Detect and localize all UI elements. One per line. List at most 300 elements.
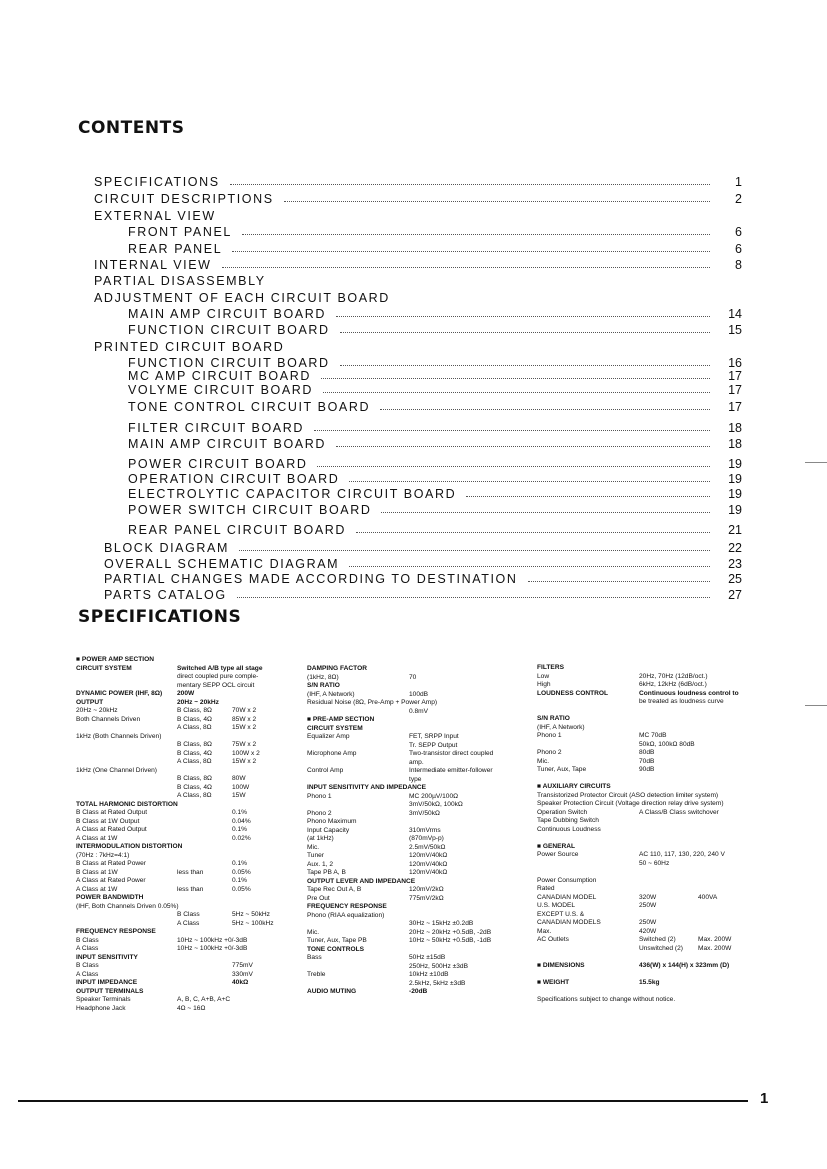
spec-cell: POWER BANDWIDTH (76, 894, 144, 901)
spec-row (303, 810, 523, 819)
contents-heading: CONTENTS (78, 118, 185, 138)
spec-row (533, 732, 758, 741)
spec-row (72, 920, 292, 929)
spec-cell: 0.05% (232, 868, 251, 876)
spec-cell: Phono 1 (307, 792, 332, 800)
spec-cell: CANADIAN MODEL (537, 893, 597, 901)
spec-row (303, 937, 523, 946)
spec-cell: 250Hz, 500Hz ±3dB (409, 962, 468, 970)
spec-row (72, 809, 292, 818)
spec-cell: 40kΩ (232, 979, 249, 986)
spec-cell: INPUT SENSITIVITY (76, 953, 138, 961)
toc-entry-label: ADJUSTMENT OF EACH CIRCUIT BOARD (94, 291, 390, 305)
toc-entry-label: VOLYME CIRCUIT BOARD (128, 383, 314, 397)
spec-cell: EXCEPT U.S. & (537, 910, 585, 918)
spec-cell: 2.5mV/50kΩ (409, 843, 446, 851)
spec-cell: 120mV/40kΩ (409, 860, 448, 868)
spec-cell: B Class (177, 911, 200, 918)
spec-row (72, 860, 292, 869)
spec-cell: 200W (177, 690, 195, 697)
edge-mark (805, 462, 827, 463)
spec-cell: Microphone Amp (307, 750, 357, 757)
toc-entry-page: 19 (728, 487, 742, 501)
spec-row (303, 691, 523, 700)
toc-leader-dots (381, 511, 710, 513)
toc-entry-page: 6 (735, 225, 742, 239)
spec-cell: Max. (537, 927, 552, 935)
spec-cell: Two-transistor direct coupled (409, 750, 494, 757)
spec-cell: 250W (639, 902, 657, 909)
spec-row (533, 877, 758, 886)
toc-leader-dots (284, 200, 710, 202)
spec-cell: A Class (177, 919, 200, 927)
spec-row (533, 945, 758, 954)
spec-row (533, 962, 758, 971)
toc-entry-label: FRONT PANEL (128, 225, 232, 239)
spec-cell: 330mV (232, 970, 253, 978)
spec-row (72, 996, 292, 1005)
spec-cell: (at 1kHz) (307, 835, 334, 842)
toc-leader-dots (380, 408, 710, 410)
toc-entry-label: FUNCTION CIRCUIT BOARD (128, 323, 330, 337)
spec-cell: A Class at 1W (76, 885, 118, 893)
spec-cell: Power Source (537, 851, 579, 858)
spec-row (72, 962, 292, 971)
spec-row (533, 758, 758, 767)
spec-cell: amp. (409, 758, 424, 766)
toc-entry-page: 22 (728, 541, 742, 555)
spec-cell: 20Hz ~ 20kHz +0.5dB, -2dB (409, 928, 492, 936)
spec-cell: DYNAMIC POWER (IHF, 8Ω) (76, 690, 163, 697)
spec-cell: Switched (2) (639, 936, 676, 943)
spec-row (533, 919, 758, 928)
toc-entry (128, 435, 742, 451)
spec-cell: Power Consumption (537, 876, 597, 884)
spec-cell: LOUDNESS CONTROL (537, 689, 609, 697)
spec-row (303, 767, 523, 776)
spec-row (303, 971, 523, 980)
spec-cell: 70 (409, 673, 417, 681)
toc-entry-label: MAIN AMP CIRCUIT BOARD (128, 437, 326, 451)
spec-cell: ■ AUXILIARY CIRCUITS (537, 783, 611, 790)
spec-cell: 0.1% (232, 809, 248, 816)
toc-entry-label: INTERNAL VIEW (94, 258, 212, 272)
spec-cell: Headphone Jack (76, 1004, 126, 1012)
spec-row (533, 868, 758, 877)
toc-leader-dots (222, 266, 710, 268)
spec-row (303, 886, 523, 895)
spec-cell: 420W (639, 927, 657, 935)
spec-cell: Pre Out (307, 894, 330, 902)
toc-entry-label: POWER CIRCUIT BOARD (128, 457, 308, 471)
footer-page-number: 1 (760, 1090, 769, 1107)
spec-cell: 100W x 2 (232, 749, 260, 757)
spec-row (533, 928, 758, 937)
toc-entry (94, 272, 742, 288)
spec-cell: Continuous Loudness (537, 825, 601, 833)
toc-entry (128, 381, 742, 397)
footer-rule (18, 1100, 748, 1102)
spec-row (533, 953, 758, 962)
spec-cell: Tr. SEPP Output (409, 741, 458, 749)
spec-cell: 2.5kHz, 5kHz ±3dB (409, 979, 466, 987)
spec-cell: B Class (76, 962, 99, 969)
spec-cell: 75W x 2 (232, 741, 257, 748)
toc-entry-label: PRINTED CIRCUIT BOARD (94, 340, 285, 354)
spec-row (533, 911, 758, 920)
toc-entry-page: 6 (735, 242, 742, 256)
toc-entry-page: 19 (728, 457, 742, 471)
spec-cell: Phono 1 (537, 732, 562, 739)
spec-row (533, 979, 758, 988)
spec-cell: ■ DIMENSIONS (537, 961, 585, 969)
spec-row (533, 809, 758, 818)
toc-entry-page: 19 (728, 503, 742, 517)
spec-cell: Mic. (307, 843, 320, 851)
spec-cell: 70dB (639, 757, 655, 765)
spec-cell: 10Hz ~ 100kHz +0/-3dB (177, 945, 248, 952)
spec-cell: Tuner (307, 852, 324, 859)
spec-cell: Speaker Protection Circuit (Voltage direction relay drive system) (537, 800, 724, 807)
spec-row (303, 665, 523, 674)
toc-entry-label: OPERATION CIRCUIT BOARD (128, 472, 340, 486)
toc-entry (94, 256, 742, 272)
toc-entry (128, 501, 742, 517)
spec-cell: A Class at Rated Output (76, 826, 147, 833)
toc-leader-dots (336, 315, 710, 317)
spec-cell: Bass (307, 954, 322, 961)
spec-cell: FET, SRPP Input (409, 733, 459, 740)
spec-row (303, 725, 523, 734)
spec-cell: (IHF, Both Channels Driven 0.05%) (76, 902, 179, 910)
spec-cell: B Class (76, 936, 99, 944)
spec-row (533, 817, 758, 826)
spec-row (72, 682, 292, 691)
spec-cell: less than (177, 885, 204, 893)
spec-row (303, 835, 523, 844)
spec-row (303, 733, 523, 742)
spec-row (72, 971, 292, 980)
toc-entry-page: 8 (735, 258, 742, 272)
spec-row (533, 894, 758, 903)
spec-cell: CIRCUIT SYSTEM (76, 664, 132, 672)
spec-cell: B Class, 4Ω (177, 783, 212, 791)
spec-row (533, 970, 758, 979)
spec-row (72, 750, 292, 759)
spec-cell: 15.5kg (639, 978, 660, 986)
toc-leader-dots (232, 250, 710, 252)
toc-entry (104, 570, 742, 586)
toc-leader-dots (340, 331, 710, 333)
spec-row (72, 945, 292, 954)
spec-cell: AUDIO MUTING (307, 988, 357, 995)
spec-cell: -20dB (409, 988, 428, 995)
spec-cell: (IHF, A Network) (307, 690, 355, 698)
spec-cell: INPUT SENSITIVITY AND IMPEDANCE (307, 784, 427, 791)
spec-row (72, 877, 292, 886)
spec-row (72, 733, 292, 742)
spec-row (303, 793, 523, 802)
spec-cell: A Class at 1W (76, 834, 118, 842)
spec-row (72, 911, 292, 920)
spec-cell: OUTPUT TERMINALS (76, 987, 144, 995)
spec-row (72, 775, 292, 784)
spec-cell: 20Hz, 70Hz (12dB/oct.) (639, 672, 708, 680)
spec-cell: Phono Maximum (307, 818, 357, 825)
spec-row (533, 800, 758, 809)
spec-cell: 1kHz (One Channel Driven) (76, 766, 157, 774)
spec-cell: 0.1% (232, 877, 248, 884)
spec-row (533, 775, 758, 784)
toc-entry-label: MAIN AMP CIRCUIT BOARD (128, 307, 326, 321)
spec-cell: A Class (76, 970, 99, 978)
toc-entry-label: FILTER CIRCUIT BOARD (128, 421, 304, 435)
spec-column-power-amp (72, 656, 292, 1013)
spec-row (533, 690, 758, 699)
spec-cell: 775mV (232, 962, 253, 969)
spec-cell: 400VA (698, 893, 718, 901)
spec-cell: 100W (232, 783, 250, 791)
spec-row (303, 878, 523, 887)
spec-row (303, 759, 523, 768)
spec-cell: TONE CONTROLS (307, 945, 365, 953)
spec-cell: FREQUENCY RESPONSE (76, 928, 156, 935)
spec-cell: S/N RATIO (537, 715, 570, 722)
toc-entry-label: FUNCTION CIRCUIT BOARD (128, 356, 330, 370)
toc-entry-label: PARTIAL CHANGES MADE ACCORDING TO DESTINATION (104, 572, 518, 586)
spec-row (303, 708, 523, 717)
spec-row (533, 987, 758, 996)
spec-row (72, 784, 292, 793)
spec-row (72, 665, 292, 674)
spec-cell: A Class/B Class switchover (639, 808, 719, 816)
toc-entry-page: 23 (728, 557, 742, 571)
spec-cell: B Class at 1W Output (76, 817, 140, 825)
spec-row (303, 742, 523, 751)
spec-cell: direct coupled pure comple- (177, 673, 259, 680)
spec-cell: mentary SEPP OCL circuit (177, 681, 255, 689)
spec-cell: Max. 200W (698, 944, 732, 952)
toc-entry-page: 18 (728, 437, 742, 451)
spec-row (72, 818, 292, 827)
spec-cell: 50kΩ, 100kΩ 80dB (639, 740, 695, 748)
spec-cell: TOTAL HARMONIC DISTORTION (76, 800, 178, 808)
spec-cell: (870mVp-p) (409, 835, 444, 842)
spec-cell: B Class, 4Ω (177, 749, 212, 757)
spec-cell: 80W (232, 775, 246, 782)
spec-row (72, 656, 292, 665)
spec-cell: 310mVrms (409, 826, 441, 834)
spec-cell: Tape Dubbing Switch (537, 817, 599, 824)
spec-row (533, 724, 758, 733)
spec-row (72, 690, 292, 699)
spec-row (303, 750, 523, 759)
toc-entry (128, 240, 742, 256)
edge-mark (805, 705, 827, 706)
spec-row (303, 988, 523, 997)
spec-cell: Max. 200W (698, 936, 732, 943)
spec-row (303, 920, 523, 929)
spec-cell: 250W (639, 919, 657, 926)
spec-cell: Low (537, 672, 550, 680)
toc-entry-page: 19 (728, 472, 742, 486)
spec-cell: be treated as loudness curve (639, 698, 724, 705)
spec-row (303, 844, 523, 853)
spec-row (303, 784, 523, 793)
spec-cell: 120mV/40kΩ (409, 869, 448, 876)
toc-leader-dots (237, 596, 710, 598)
spec-cell: A, B, C, A+B, A+C (177, 996, 231, 1003)
toc-entry-label: BLOCK DIAGRAM (104, 541, 229, 555)
spec-row (303, 903, 523, 912)
spec-cell: ■ GENERAL (537, 842, 576, 850)
spec-row (72, 1005, 292, 1014)
toc-entry-label: REAR PANEL CIRCUIT BOARD (128, 523, 347, 537)
toc-leader-dots (239, 549, 710, 551)
spec-cell: DAMPING FACTOR (307, 665, 367, 672)
spec-cell: 0.1% (232, 860, 248, 867)
toc-entry-page: 27 (728, 588, 742, 602)
spec-row (303, 699, 523, 708)
spec-cell: 0.02% (232, 834, 251, 842)
spec-cell: 1kHz (Both Channels Driven) (76, 732, 162, 740)
spec-cell: 4Ω ~ 16Ω (177, 1004, 206, 1012)
spec-row (72, 928, 292, 937)
spec-cell: less than (177, 868, 204, 876)
spec-cell: OUTPUT LEVER AND IMPEDANCE (307, 877, 416, 885)
toc-entry-label: ELECTROLYTIC CAPACITOR CIRCUIT BOARD (128, 487, 457, 501)
spec-cell: 70W x 2 (232, 707, 257, 714)
spec-row (303, 861, 523, 870)
spec-row (72, 741, 292, 750)
spec-cell: 0.04% (232, 817, 251, 825)
toc-entry (94, 190, 742, 206)
spec-cell: Speaker Terminals (76, 996, 131, 1003)
spec-cell: A Class, 8Ω (177, 792, 212, 799)
spec-row (72, 699, 292, 708)
spec-cell: INTERMODULATION DISTORTION (76, 843, 183, 850)
toc-leader-dots (349, 565, 710, 567)
toc-entry (128, 470, 742, 486)
spec-row (533, 741, 758, 750)
spec-cell: A Class, 8Ω (177, 724, 212, 731)
spec-cell: ■ POWER AMP SECTION (76, 656, 154, 663)
spec-row (72, 979, 292, 988)
spec-row (72, 716, 292, 725)
spec-cell: Mic. (537, 757, 550, 765)
toc-entry (128, 223, 742, 239)
spec-row (533, 783, 758, 792)
spec-cell: Tuner, Aux, Tape (537, 766, 587, 773)
spec-cell: B Class, 4Ω (177, 715, 212, 723)
toc-entry-label: PARTIAL DISASSEMBLY (94, 274, 266, 288)
toc-entry-page: 18 (728, 421, 742, 435)
spec-cell: 100dB (409, 690, 429, 698)
spec-cell: 5Hz ~ 100kHz (232, 919, 274, 927)
toc-entry (94, 173, 742, 189)
spec-column-general (533, 664, 758, 1004)
spec-cell: FREQUENCY RESPONSE (307, 903, 387, 910)
spec-cell: Equalizer Amp (307, 733, 350, 740)
spec-cell: Phono 2 (307, 809, 332, 817)
spec-cell: Phono 2 (537, 749, 562, 756)
spec-row (72, 852, 292, 861)
specifications-heading: SPECIFICATIONS (78, 607, 242, 627)
spec-cell: Tuner, Aux, Tape PB (307, 937, 367, 944)
spec-cell: 0.8mV (409, 707, 429, 715)
spec-row (533, 766, 758, 775)
spec-row (72, 801, 292, 810)
spec-cell: 775mV/2kΩ (409, 894, 444, 902)
spec-cell: U.S. MODEL (537, 902, 576, 909)
spec-row (533, 698, 758, 707)
spec-cell: type (409, 775, 422, 783)
spec-cell: (70Hz : 7kHz=4:1) (76, 851, 130, 859)
toc-entry-label: REAR PANEL (128, 242, 223, 256)
toc-entry-label: POWER SWITCH CIRCUIT BOARD (128, 503, 372, 517)
toc-entry (128, 521, 742, 537)
spec-row (533, 826, 758, 835)
toc-entry (128, 321, 742, 337)
spec-row (533, 673, 758, 682)
spec-cell: CIRCUIT SYSTEM (307, 724, 363, 732)
spec-cell: OUTPUT (76, 698, 104, 706)
spec-row (533, 885, 758, 894)
spec-row (72, 988, 292, 997)
toc-entry (104, 555, 742, 571)
spec-cell: 30Hz ~ 15kHz ±0.2dB (409, 920, 474, 927)
spec-row (72, 954, 292, 963)
spec-row (533, 707, 758, 716)
spec-cell: Switched A/B type all stage (177, 664, 263, 672)
spec-cell: Both Channels Driven (76, 715, 141, 723)
spec-cell: Rated (537, 885, 555, 892)
spec-row (72, 792, 292, 801)
spec-cell: Treble (307, 971, 326, 978)
spec-cell: FILTERS (537, 664, 564, 671)
spec-cell: Residual Noise (8Ω, Pre-Amp + Power Amp) (307, 699, 438, 706)
spec-cell: AC Outlets (537, 936, 569, 943)
spec-cell: 120mV/2kΩ (409, 886, 444, 893)
toc-entry (128, 419, 742, 435)
toc-entry-label: MC AMP CIRCUIT BOARD (128, 369, 311, 383)
spec-cell: (1kHz, 8Ω) (307, 673, 339, 681)
toc-entry-label: SPECIFICATIONS (94, 175, 220, 189)
spec-cell: 10kHz ±10dB (409, 971, 449, 978)
toc-entry (128, 398, 742, 414)
spec-cell: Specifications subject to change without notice. (537, 995, 676, 1003)
spec-row (533, 681, 758, 690)
spec-row (72, 724, 292, 733)
spec-cell: B Class, 8Ω (177, 775, 212, 782)
toc-leader-dots (528, 580, 711, 582)
toc-entry (128, 485, 742, 501)
spec-row (72, 886, 292, 895)
spec-cell: AC 110, 117, 130, 220, 240 V (639, 851, 725, 858)
toc-entry-page: 17 (728, 383, 742, 397)
spec-row (533, 749, 758, 758)
toc-entry (94, 207, 742, 223)
spec-cell: B Class, 8Ω (177, 707, 212, 714)
spec-cell: B Class at Rated Power (76, 860, 146, 867)
spec-row (303, 801, 523, 810)
spec-cell: Continuous loudness control to (639, 689, 739, 697)
spec-cell: 10Hz ~ 50kHz +0.5dB, -1dB (409, 937, 492, 944)
toc-entry-page: 2 (735, 192, 742, 206)
toc-leader-dots (356, 531, 710, 533)
toc-entry-page: 17 (728, 369, 742, 383)
spec-row (303, 929, 523, 938)
